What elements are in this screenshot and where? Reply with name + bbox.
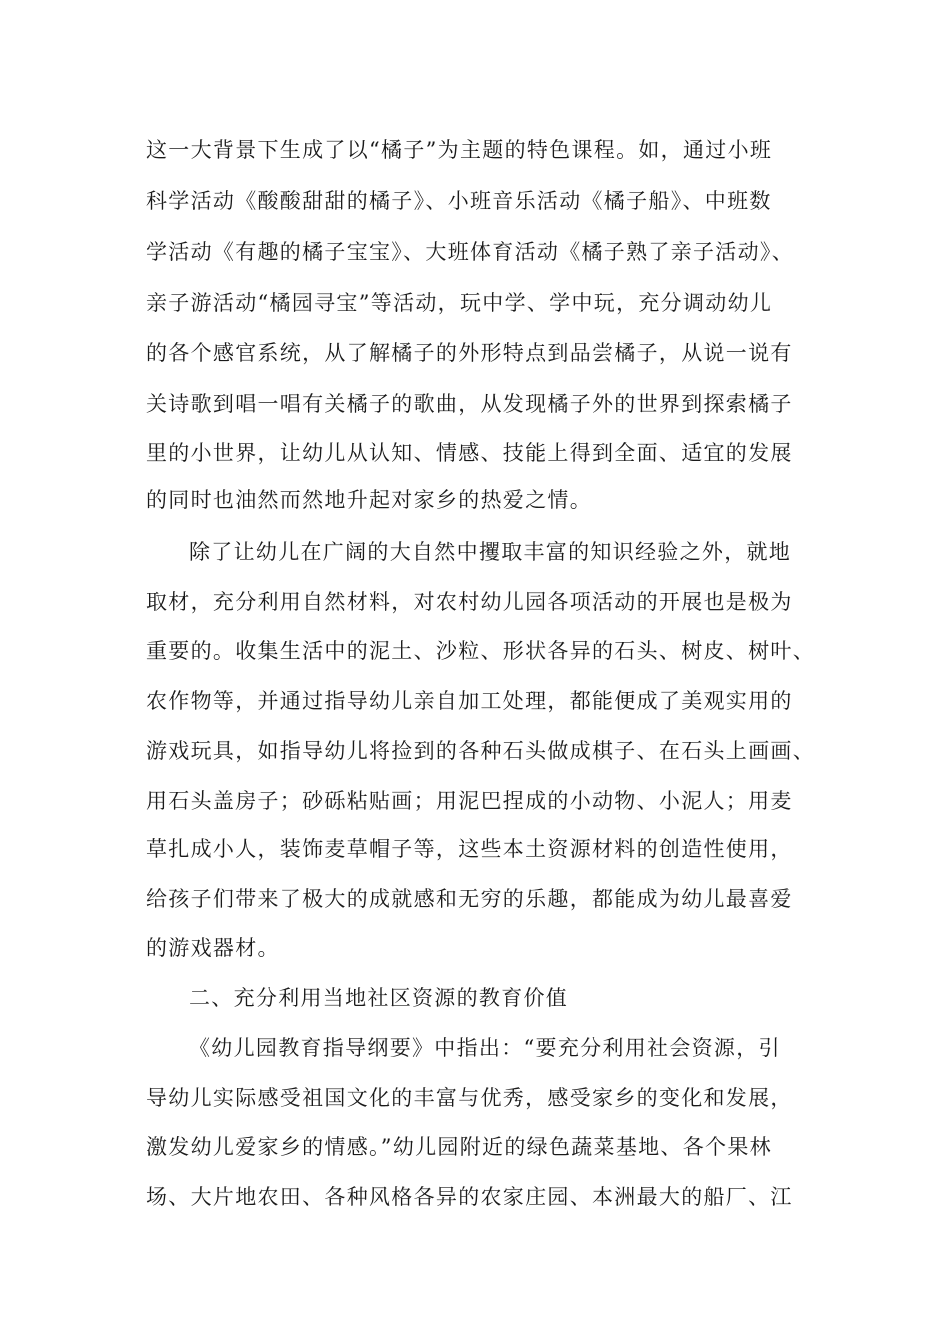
text-line: 这一大背景下生成了以“橘子”为主题的特色课程。如，通过小班 bbox=[146, 138, 773, 162]
text-line: 激发幼儿爱家乡的情感。”幼儿园附近的绿色蔬菜基地、各个果林 bbox=[146, 1135, 772, 1159]
text-line: 学活动《有趣的橘子宝宝》、大班体育活动《橘子熟了亲子活动》、 bbox=[146, 240, 794, 264]
text-line: 草扎成小人，装饰麦草帽子等，这些本土资源材料的创造性使用， bbox=[146, 837, 793, 861]
text-line: 给孩子们带来了极大的成就感和无穷的乐趣，都能成为幼儿最喜爱 bbox=[146, 887, 793, 911]
text-line: 关诗歌到唱一唱有关橘子的歌曲，从发现橘子外的世界到探索橘子 bbox=[146, 392, 793, 416]
text-line: 里的小世界，让幼儿从认知、情感、技能上得到全面、适宜的发展 bbox=[146, 441, 793, 465]
text-line: 的同时也油然而然地升起对家乡的热爱之情。 bbox=[146, 488, 592, 512]
text-line: 用石头盖房子；砂砾粘贴画；用泥巴捏成的小动物、小泥人；用麦 bbox=[146, 789, 793, 813]
text-line: 的游戏器材。 bbox=[146, 936, 280, 960]
text-line: 游戏玩具，如指导幼儿将捡到的各种石头做成棋子、在石头上画画、 bbox=[146, 739, 815, 763]
section-heading: 二、充分利用当地社区资源的教育价值 bbox=[189, 986, 569, 1010]
text-line: 重要的。收集生活中的泥土、沙粒、形状各异的石头、树皮、树叶、 bbox=[146, 639, 815, 663]
text-line: 导幼儿实际感受祖国文化的丰富与优秀，感受家乡的变化和发展， bbox=[146, 1086, 793, 1110]
text-line: 农作物等，并通过指导幼儿亲自加工处理，都能便成了美观实用的 bbox=[146, 689, 793, 713]
text-line: 科学活动《酸酸甜甜的橘子》、小班音乐活动《橘子船》、中班数 bbox=[146, 189, 772, 213]
paragraph-first-line: 《幼儿园教育指导纲要》中指出：“要充分利用社会资源，引 bbox=[189, 1036, 781, 1060]
text-line: 场、大片地农田、各种风格各异的农家庄园、本洲最大的船厂、江 bbox=[146, 1185, 793, 1209]
text-line: 的各个感官系统，从了解橘子的外形特点到品尝橘子，从说一说有 bbox=[146, 341, 793, 365]
text-line: 亲子游活动“橘园寻宝”等活动，玩中学、学中玩，充分调动幼儿 bbox=[146, 291, 773, 315]
text-line: 取材，充分利用自然材料，对农村幼儿园各项活动的开展也是极为 bbox=[146, 590, 793, 614]
paragraph-first-line: 除了让幼儿在广阔的大自然中攫取丰富的知识经验之外，就地 bbox=[189, 540, 792, 564]
